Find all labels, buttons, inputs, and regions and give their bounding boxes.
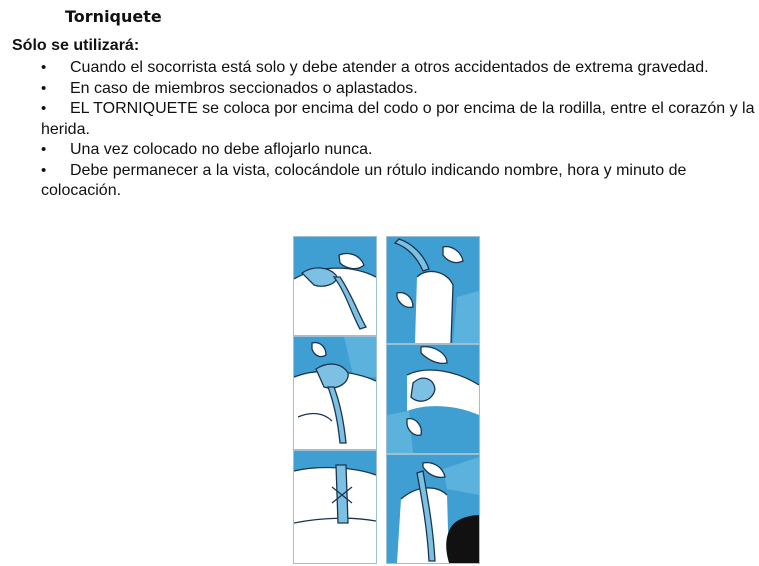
bullet-icon: • xyxy=(41,100,47,117)
step-leg-2-panel xyxy=(293,336,377,450)
arm-band-knot-icon xyxy=(387,345,479,453)
leg-band-wrap-icon xyxy=(294,237,376,335)
leg-band-knot-icon xyxy=(294,337,376,449)
bullet-icon: • xyxy=(41,141,47,158)
list-item xyxy=(41,99,756,140)
step-leg-1-panel xyxy=(293,236,377,336)
step-arm-3-panel xyxy=(386,454,480,564)
list-item-text: En caso de miembros seccionados o aplastados. xyxy=(70,79,418,97)
list-item xyxy=(41,140,756,161)
bullet-icon: • xyxy=(41,161,47,179)
list-item-text: EL TORNIQUETE se coloca por encima del codo o por encima de la rodilla, entre el corazón y la herida. xyxy=(41,100,755,138)
tourniquet-steps-illustration xyxy=(293,236,479,562)
usage-list xyxy=(41,58,756,202)
arm-band-wrap-icon xyxy=(387,237,479,343)
step-leg-3-panel xyxy=(293,450,377,564)
bullet-icon: • xyxy=(41,59,47,76)
list-item-text: Cuando el socorrista está solo y debe atender a otros accidentados de extrema gravedad. xyxy=(70,59,709,76)
list-item-text: Una vez colocado no debe aflojarlo nunca. xyxy=(70,141,373,158)
list-item-text: Debe permanecer a la vista, colocándole un rótulo indicando nombre, hora y minuto de colocación. xyxy=(41,161,687,199)
page-title: Torniquete xyxy=(65,7,162,26)
intro-heading: Sólo se utilizará: xyxy=(12,37,140,54)
arm-band-tighten-icon xyxy=(387,455,479,563)
list-item xyxy=(41,58,756,79)
step-arm-1-panel xyxy=(386,236,480,344)
bullet-icon: • xyxy=(41,79,47,97)
list-item xyxy=(41,161,756,202)
leg-band-tied-icon xyxy=(294,451,376,563)
step-arm-2-panel xyxy=(386,344,480,454)
list-item xyxy=(41,79,756,100)
